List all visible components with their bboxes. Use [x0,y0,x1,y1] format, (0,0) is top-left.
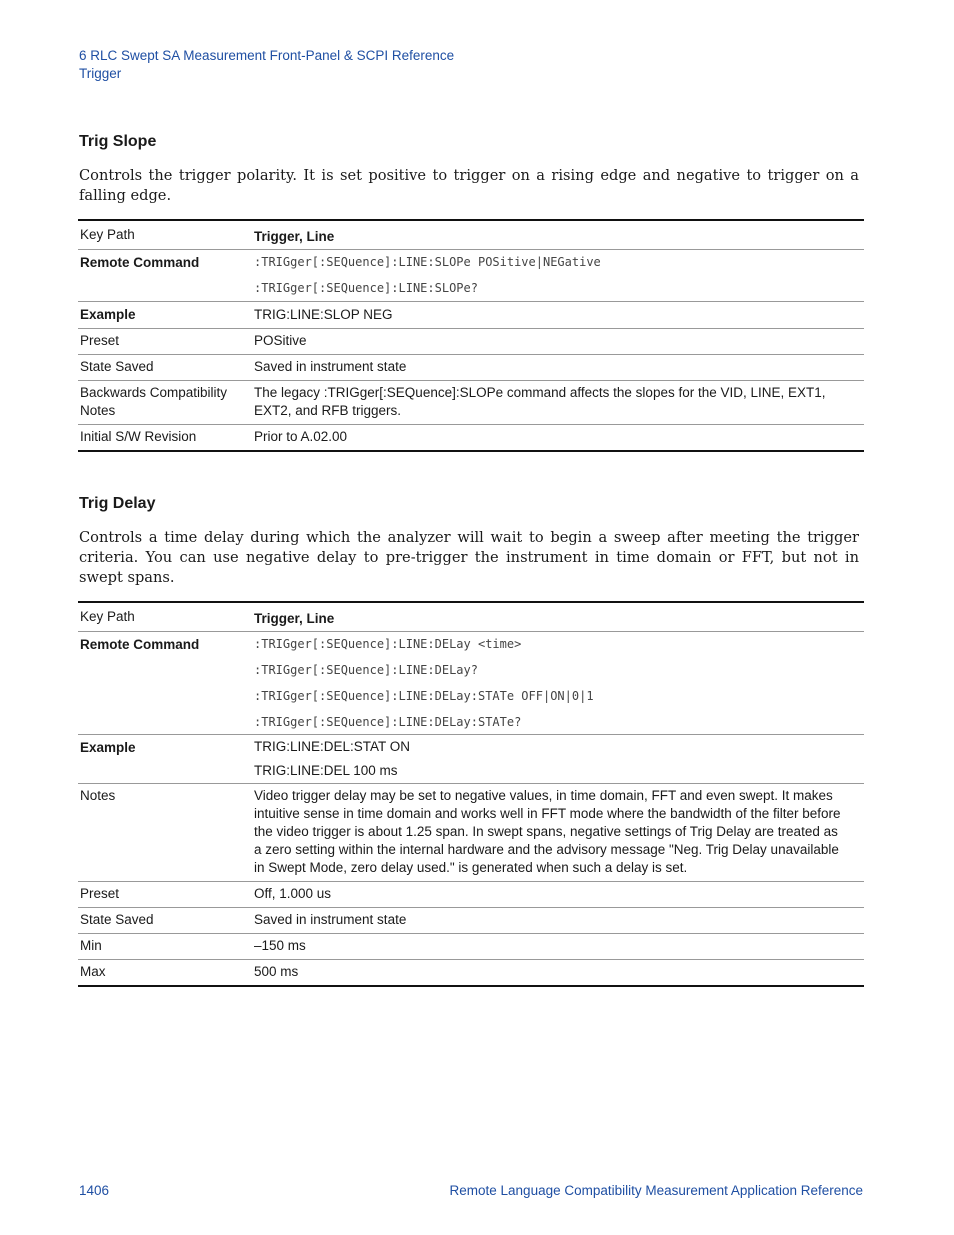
example-label: Example [80,307,136,322]
remote-command: :TRIGger[:SEQuence]:LINE:SLOPe? [254,281,478,295]
example-value: TRIG:LINE:SLOP NEG [254,307,393,322]
notes-label: Notes [80,788,116,803]
remote-command: :TRIGger[:SEQuence]:LINE:DELay <time> [254,637,522,651]
key-path-value: Trigger, Line [254,611,335,626]
remote-command-list [252,632,864,735]
trig-slope-title: Trig Slope [79,133,157,150]
backwards-compat-label: Backwards Compatibility Notes [80,385,228,418]
key-path-label: Key Path [80,227,135,242]
trig-delay-table [78,601,864,987]
remote-command: :TRIGger[:SEQuence]:LINE:DELay:STATe? [254,715,522,729]
preset-label: Preset [80,333,120,348]
trig-delay-description: Controls a time delay during which the analyzer will wait to begin a sweep after meeting the trigger criteria. You can use negative delay to pre-trigger the instrument in time domain or FFT, but not in swept spans. [79,529,859,586]
remote-command-list [252,250,864,302]
backwards-compat-value: The legacy :TRIGger[:SEQuence]:SLOPe command affects the slopes for the VID, LINE, EXT1, EXT2, and RFB triggers. [254,385,826,418]
footer-page-number: 1406 [79,1183,110,1198]
remote-command-label: Remote Command [80,255,200,270]
example-list [252,735,864,784]
min-value: –150 ms [254,938,306,953]
remote-command: :TRIGger[:SEQuence]:LINE:DELay? [254,663,478,677]
state-saved-label: State Saved [80,359,154,374]
max-value: 500 ms [254,964,299,979]
remote-command-label: Remote Command [80,637,200,652]
state-saved-value: Saved in instrument state [254,359,407,374]
remote-command: :TRIGger[:SEQuence]:LINE:DELay:STATe OFF|ON|0|1 [254,689,594,703]
trig-delay-title: Trig Delay [79,495,156,512]
preset-value: Off, 1.000 us [254,886,332,901]
state-saved-label: State Saved [80,912,154,927]
revision-value: Prior to A.02.00 [254,429,348,444]
example-label: Example [80,740,136,755]
example-value: TRIG:LINE:DEL:STAT ON [254,739,411,754]
max-label: Max [80,964,106,979]
footer-doc-title: Remote Language Compatibility Measurement Application Reference [449,1183,863,1198]
state-saved-value: Saved in instrument state [254,912,407,927]
key-path-value: Trigger, Line [254,229,335,244]
min-label: Min [80,938,102,953]
remote-command: :TRIGger[:SEQuence]:LINE:SLOPe POSitive|NEGative [254,255,601,269]
revision-label: Initial S/W Revision [80,429,197,444]
header-chapter: 6 RLC Swept SA Measurement Front-Panel & SCPI Reference [79,48,455,63]
preset-value: POSitive [254,333,307,348]
key-path-label: Key Path [80,609,135,624]
preset-label: Preset [80,886,120,901]
header-section: Trigger [79,66,122,81]
example-value: TRIG:LINE:DEL 100 ms [254,763,398,778]
trig-slope-description: Controls the trigger polarity. It is set positive to trigger on a rising edge and negative to trigger on a falling edge. [79,167,859,204]
trig-slope-table [78,219,864,452]
notes-value: Video trigger delay may be set to negative values, in time domain, FFT and even swept. It makes intuitive sense in time domain and works well in FFT mode where the bandwidth of the filter before the video trigger is about 1.25 span. In swept spans, negative settings of Trig Delay are treated as a zero setting within the internal hardware and the advisory message "Neg. Trig Delay unavailable in Swept Mode, zero delay used." is generated when such a delay is set. [254,788,841,875]
